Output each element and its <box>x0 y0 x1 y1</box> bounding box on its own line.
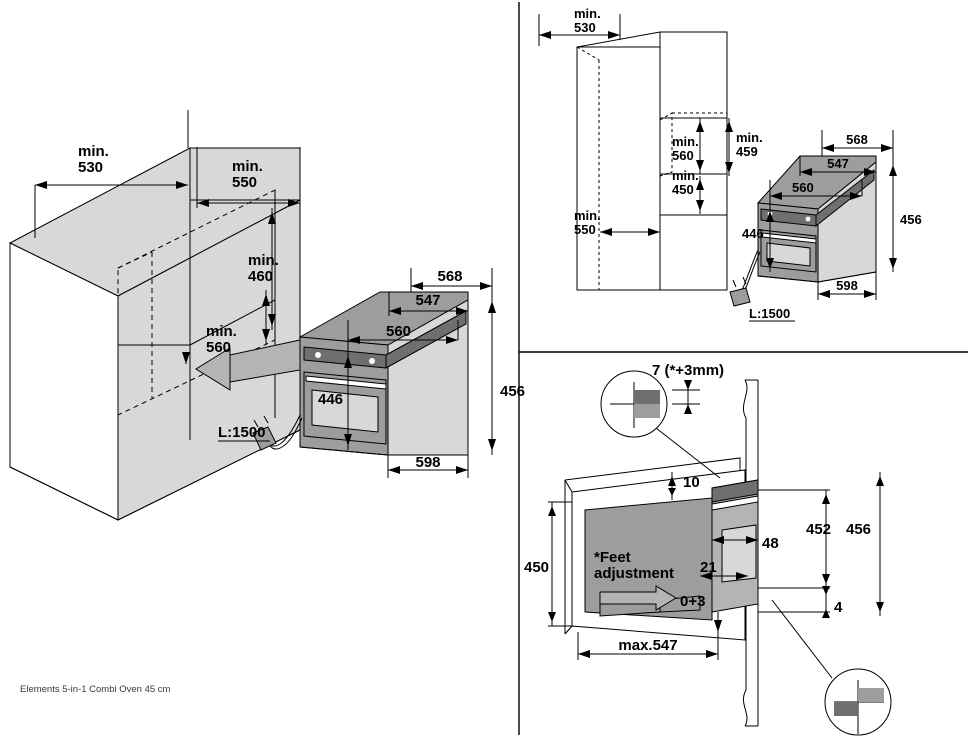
dim-label-tr-min459: min. <box>736 130 763 145</box>
tall-cabinet <box>577 32 727 290</box>
cabinet-body <box>10 148 300 520</box>
dim-label-10: 10 <box>683 474 700 491</box>
dim-456-top-right <box>889 162 922 272</box>
dim-label-min550-value: 550 <box>232 174 258 191</box>
dim-label-21: 21 <box>700 559 717 576</box>
dim-label-min460: min. <box>248 252 279 269</box>
dim-label-min530: min. <box>78 143 109 160</box>
dim-label-568: 568 <box>437 268 463 285</box>
dim-label-tr-598: 598 <box>836 278 858 293</box>
dim-label-min560: min. <box>206 323 237 340</box>
dim-label-tr-min550-value: 550 <box>574 222 596 237</box>
dim-label-598: 598 <box>415 454 441 471</box>
dim-label-cable-left: L:1500 <box>218 424 266 441</box>
dim-label-446: 446 <box>318 391 344 408</box>
dim-label-tr-446: 446 <box>742 226 764 241</box>
dim-label-feet-2: adjustment <box>594 565 675 582</box>
dim-label-48: 48 <box>762 535 779 552</box>
dim-label-tr-min560: min. <box>672 134 699 149</box>
dim-label-tr-min459-value: 459 <box>736 144 758 159</box>
dim-label-tr-min530-value: 530 <box>574 20 596 35</box>
top-right-panel <box>539 6 922 321</box>
oven-unit-left <box>300 292 468 455</box>
dim-label-feet-1: *Feet <box>594 549 631 566</box>
detail-callout-top <box>601 371 720 478</box>
dim-label-min560-value: 560 <box>206 339 232 356</box>
dim-label-max547: max.547 <box>618 637 678 654</box>
dim-label-4: 4 <box>834 599 843 616</box>
dim-label-452: 452 <box>806 521 832 538</box>
dim-min-530-top-right <box>539 6 620 46</box>
dim-label-560: 560 <box>386 323 412 340</box>
left-panel <box>10 110 525 520</box>
dim-label-cable-top-right: L:1500 <box>749 306 791 321</box>
dim-label-tr-min560-value: 560 <box>672 148 694 163</box>
detail-callout-bottom <box>772 600 891 735</box>
dim-label-tr-568: 568 <box>846 132 868 147</box>
dim-label-456-br: 456 <box>846 521 872 538</box>
dim-label-tr-min550: min. <box>574 208 601 223</box>
dim-label-min530-value: 530 <box>78 159 104 176</box>
dim-label-tr-456: 456 <box>900 212 922 227</box>
dim-label-7: 7 (*+3mm) <box>651 362 725 379</box>
dim-label-min550: min. <box>232 158 263 175</box>
dim-4 <box>758 586 843 618</box>
cable-label-left <box>218 424 270 441</box>
dim-label-450: 450 <box>524 559 550 576</box>
dim-label-456: 456 <box>500 383 526 400</box>
dim-label-tr-547: 547 <box>827 156 849 171</box>
dim-label-tr-min450: min. <box>672 168 699 183</box>
dim-label-tr-min530: min. <box>574 6 601 21</box>
dim-label-tr-560: 560 <box>792 180 814 195</box>
oven-unit-top-right <box>758 156 876 282</box>
dim-598-left <box>388 454 468 478</box>
dim-456-bottom-right <box>846 472 884 616</box>
dim-label-min460-value: 460 <box>248 268 274 285</box>
sheet-caption: Elements 5-in-1 Combi Oven 45 cm <box>20 684 171 695</box>
bottom-right-panel <box>524 362 891 735</box>
dim-min-459-top-right <box>725 118 763 176</box>
dim-label-0plus3: 0+3 <box>680 593 706 610</box>
dim-label-547: 547 <box>415 292 441 309</box>
dim-label-tr-min450-value: 450 <box>672 182 694 197</box>
